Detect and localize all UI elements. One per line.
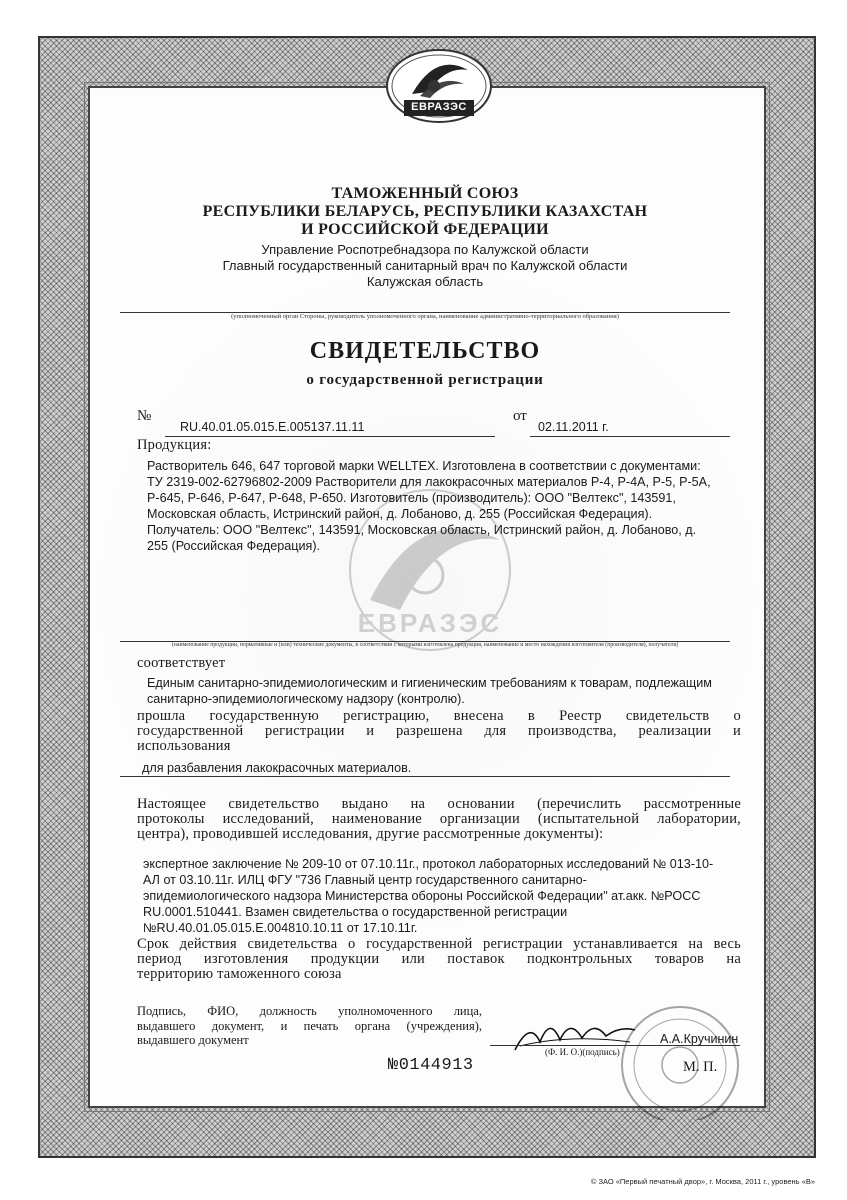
stamp-place: М. П.	[683, 1059, 718, 1075]
authority-line: Главный государственный санитарный врач по Калужской области	[222, 258, 628, 273]
basis-detail-line: экспертное заключение № 209-10 от 07.10.11г., протокол лабораторных исследований № 013-10-	[143, 857, 714, 871]
signature-line: Подпись, ФИО, должность уполномоченного лица,	[137, 1004, 482, 1018]
authority-caption: (уполномоченный орган Стороны, руководитель уполномоченного органа, наименование административно-территориального образования)	[231, 313, 619, 320]
number-label: №	[137, 408, 152, 424]
authority-block	[100, 242, 750, 290]
watermark-text: ЕВРАЗЭС	[357, 608, 503, 638]
basis-detail-line: RU.0001.510441. Взамен свидетельства о государственной регистрации	[143, 905, 568, 919]
conformity-line: Единым санитарно-эпидемиологическим и гигиеническим требованиям к товарам, подлежащим	[147, 676, 712, 690]
registration-statement	[137, 709, 741, 754]
conformity-text	[147, 675, 747, 707]
validity-text	[137, 937, 741, 982]
validity-line: период изготовления продукции или поставок подконтрольных товаров на	[137, 951, 741, 967]
basis-line: протоколы исследований, наименование организации (испытательной лаборатории,	[137, 811, 741, 827]
signatory-caption: (Ф. И. О.)(подпись)	[545, 1047, 620, 1057]
signature-line: выдавшего документ, и печать органа (учреждения),	[137, 1018, 482, 1033]
product-line: 255 (Российская Федерация).	[147, 539, 321, 553]
document-title: СВИДЕТЕЛЬСТВО	[309, 338, 541, 364]
validity-line: территорию таможенного союза	[137, 966, 342, 982]
basis-detail-line: АЛ от 03.10.11г. ИЛЦ ФГУ "736 Главный центр государственного санитарно-	[143, 873, 587, 887]
authority-line: Управление Роспотребнадзора по Калужской области	[261, 242, 589, 257]
registration-number: RU.40.01.05.015.Е.005137.11.11	[180, 420, 365, 434]
basis-detail-line: №RU.40.01.05.015.Е.004810.10.11 от 17.10.11г.	[143, 921, 418, 935]
conformity-line: санитарно-эпидемиологическому надзору (контролю).	[147, 692, 465, 706]
eurasec-logo	[384, 48, 494, 126]
product-line: Московская область, Истринский район, д. Лобаново, д. 255 (Российская Федерация).	[147, 507, 653, 521]
logo-text: ЕВРАЗЭС	[411, 101, 467, 113]
product-label: Продукция:	[137, 437, 212, 453]
basis-line: центра), проводившей исследования, другие рассмотренные документы):	[137, 826, 604, 842]
product-line: Р-645, Р-646, Р-647, Р-648, Р-650. Изготовитель (производитель): ООО "Велтекс", 143591,	[147, 491, 676, 505]
union-line: ТАМОЖЕННЫЙ СОЮЗ	[331, 185, 519, 202]
statement-line: государственной регистрации и разрешена для производства, реализации и	[137, 723, 741, 739]
product-description	[147, 458, 747, 554]
usage-underline	[120, 776, 730, 777]
basis-detail-line: эпидемиологического надзора Министерства обороны Российской Федерации" ат.акк. №РОСС	[143, 889, 701, 903]
date-underline	[530, 436, 730, 437]
basis-intro	[137, 797, 741, 842]
usage-text: для разбавления лакокрасочных материалов.	[142, 761, 412, 775]
basis-details	[143, 856, 748, 936]
product-line: ТУ 2319-002-62796802-2009 Растворители для лакокрасочных материалов Р-4, Р-4А, Р-5, Р-5А,	[147, 475, 711, 489]
number-underline	[165, 436, 495, 437]
registration-date: 02.11.2011 г.	[538, 420, 609, 434]
eurasec-emblem-icon	[384, 48, 494, 126]
customs-union-heading	[100, 185, 750, 239]
signature-instructions	[137, 1004, 482, 1048]
printer-footer: © ЗАО «Первый печатный двор», г. Москва, 2011 г., уровень «В»	[590, 1177, 815, 1186]
authority-line: Калужская область	[366, 274, 484, 289]
product-line: Получатель: ООО "Велтекс", 143591, Московская область, Истринский район, д. Лобаново, д.	[147, 523, 697, 537]
statement-line: прошла государственную регистрацию, внесена в Реестр свидетельств о	[137, 708, 741, 724]
statement-line: использования	[137, 738, 231, 754]
product-caption: (наименование продукции, нормативные и (или) технические документы, в соответствии с которыми изготовлена продукция, наименование и место нахождения изготовителя (производителя), получателя)	[171, 642, 679, 648]
product-line: Растворитель 646, 647 торговой марки WELLTEX. Изготовлена в соответствии с документами:	[147, 459, 701, 473]
union-line: И РОССИЙСКОЙ ФЕДЕРАЦИИ	[301, 221, 549, 238]
form-serial-number: №0144913	[388, 1056, 474, 1075]
signatory-name: А.А.Кручинин	[660, 1032, 739, 1046]
signature-line: выдавшего документ	[137, 1033, 249, 1047]
union-line: РЕСПУБЛИКИ БЕЛАРУСЬ, РЕСПУБЛИКИ КАЗАХСТАН	[202, 203, 648, 220]
document-subtitle: о государственной регистрации	[306, 372, 544, 388]
date-label: от	[513, 408, 527, 424]
validity-line: Срок действия свидетельства о государственной регистрации устанавливается на весь	[137, 936, 741, 952]
basis-line: Настоящее свидетельство выдано на основании (перечислить рассмотренные	[137, 796, 741, 812]
conformity-label: соответствует	[137, 655, 226, 671]
